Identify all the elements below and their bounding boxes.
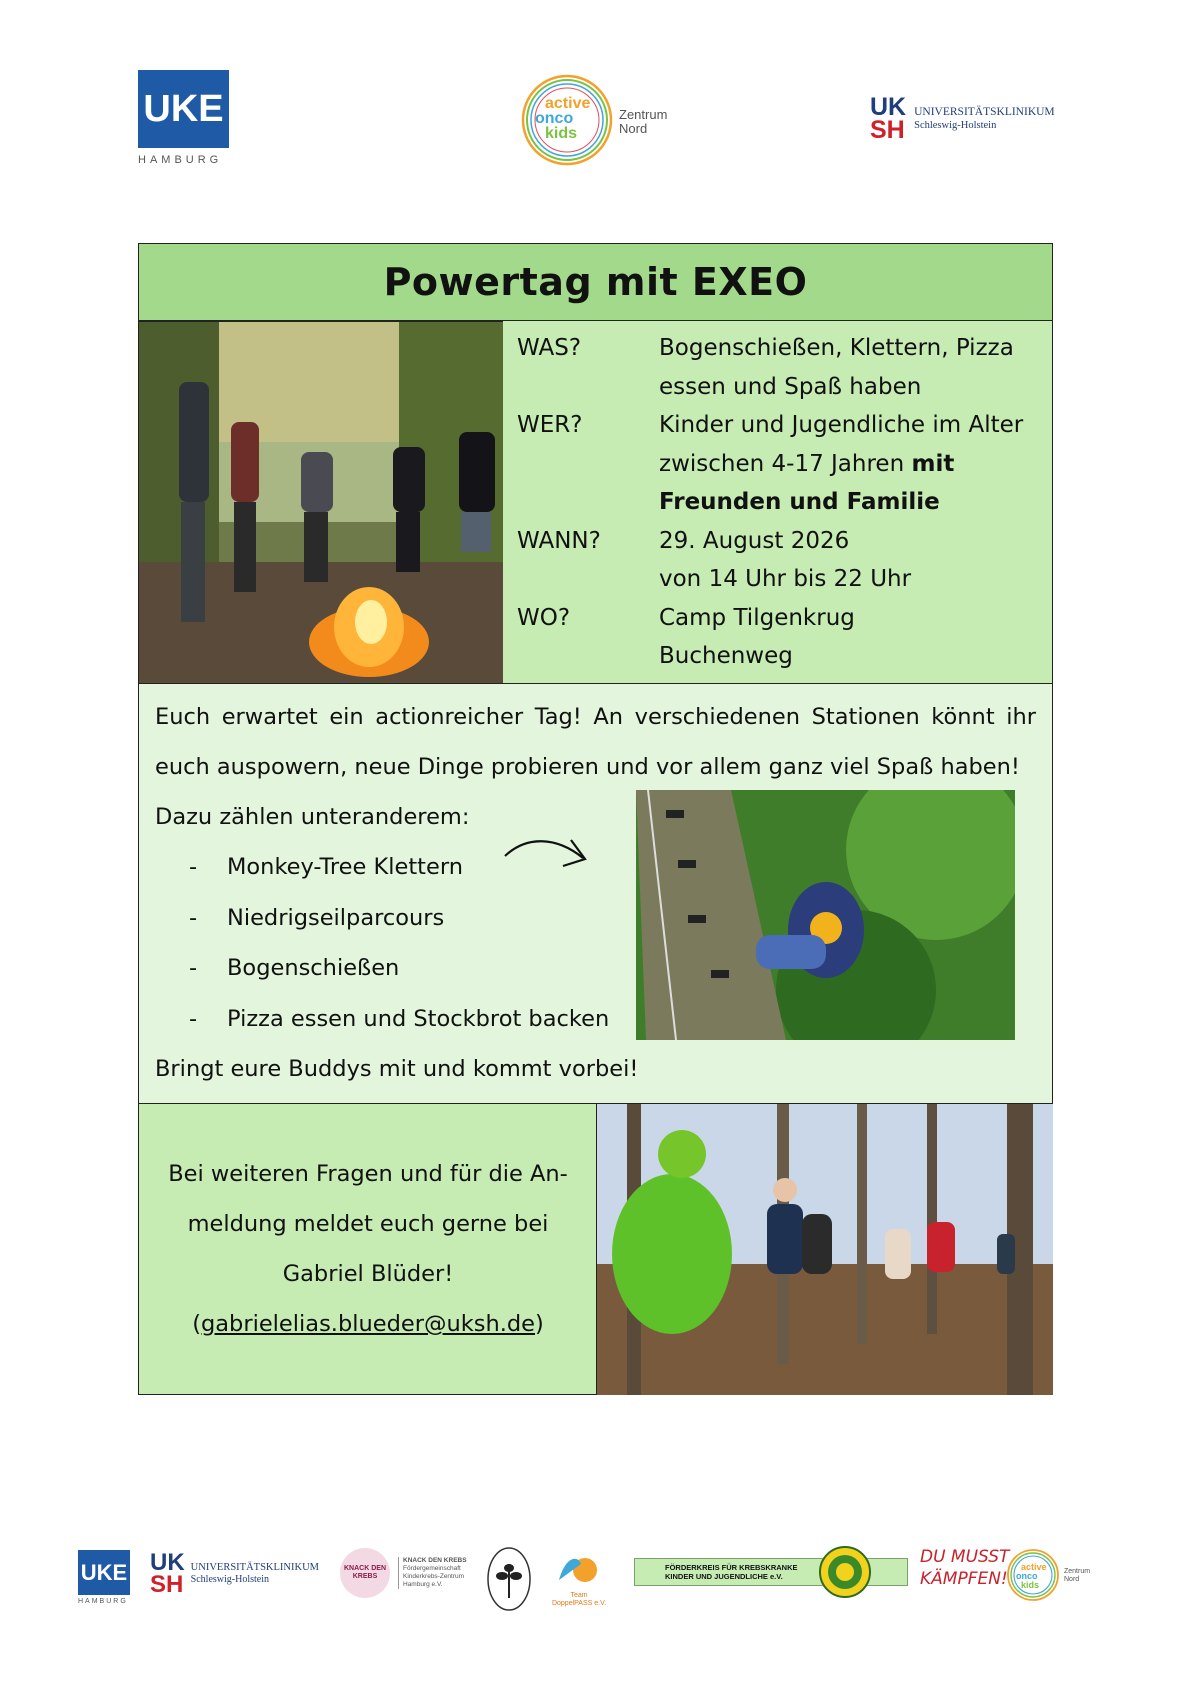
arrow-right-icon [501,832,591,872]
contact-box: Bei weiteren Fragen und für die An- meldung meldet euch gerne bei Gabriel Blüder! (gabrielelias.blueder@uksh.de) [139,1104,597,1394]
footer-uksh-logo: UK SH UNIVERSITÄTSKLINIKUM Schleswig-Holstein [150,1549,319,1598]
logo-zentrum: Zentrum [619,107,668,122]
list-item: - Monkey-Tree Klettern [189,854,463,880]
intro-line1: Euch erwartet ein actionreicher Tag! An verschiedenen Stationen könnt ihr [155,704,1036,730]
wann-label: WANN? [517,527,601,554]
sponsor-logos [78,1536,1118,1616]
info-wann [517,522,1038,599]
campfire-photo [138,321,504,684]
poster-frame [138,243,1053,1395]
footer-foerderkreis-banner: FÖRDERKREIS FÜR KREBSKRANKE KINDER UND JUGENDLICHE e.V. [634,1558,908,1586]
uke-hamburg-logo [138,70,229,166]
logo-word-onco: onco [535,110,574,127]
footer-knack-den-krebs-logo: KNACK DEN KREBS KNACK DEN KREBS Fördergemeinschaft Kinderkrebs-Zentrum Hamburg e.V. [340,1548,467,1598]
logo-word-active: active [545,95,591,112]
contact-line2: meldung meldet euch gerne bei [187,1211,549,1237]
title-bar [139,244,1052,321]
info-wer [517,406,1038,522]
info-wo [517,599,1038,676]
logo-nord: Nord [619,121,648,136]
tree-seal-icon [486,1546,532,1616]
uksh-name: UNIVERSITÄTSKLINIKUM [914,105,1055,118]
wo-label: WO? [517,604,571,631]
email-link[interactable]: gabrielelias.blueder@uksh.de [200,1311,536,1337]
intro-line2: euch auspowern, neue Dinge probieren und vor allem ganz viel Spaß haben! [155,754,1020,780]
uksh-logo [870,93,1055,144]
uksh-mark-top: UK [870,93,907,121]
climbing-photo [636,790,1015,1040]
list-item: - Niedrigseilparcours [189,904,445,931]
footer-uke-logo: UKE HAMBURG [78,1550,130,1605]
wer-label: WER? [517,412,583,438]
foerderkreis-seal-icon [819,1546,871,1598]
poster-title: Powertag mit EXEO [383,260,808,304]
list-heading: Dazu zählen unteranderem: [155,804,470,830]
sun-icon [551,1550,607,1588]
info-box [503,321,1052,684]
contact-line3: Gabriel Blüder! [282,1261,454,1287]
wann-line1: 29. August 2026 [659,527,850,554]
list-item: - Pizza essen und Stockbrot backen [189,1005,610,1032]
uksh-mark-bottom: SH [870,115,905,144]
uke-logo-city: HAMBURG [138,154,223,166]
wann-line2: von 14 Uhr bis 22 Uhr [659,566,912,592]
uksh-region: Schleswig-Holstein [914,119,997,131]
forest-photo [596,1103,1053,1395]
footer-team-doppelpass-logo: Team DoppelPASS e.V. [551,1550,607,1608]
was-label: WAS? [517,335,582,361]
active-onco-kids-logo [519,70,679,170]
list-item: - Bogenschießen [189,955,400,981]
wer-line3: Freunden und Familie [659,489,940,515]
was-line1: Bogenschießen, Klettern, Pizza [659,335,1014,361]
wo-line2: Buchenweg [659,643,793,669]
was-line2: essen und Spaß haben [659,373,922,400]
wer-line2b: mit [911,450,955,477]
wer-line1: Kinder und Jugendliche im Alter [659,412,1024,438]
footer-du-musst-kaempfen-logo: DU MUSST KÄMPFEN! [920,1547,1010,1589]
uke-logo-mark: UKE [138,70,229,148]
info-was [517,329,1038,406]
contact-line1: Bei weiteren Fragen und für die An- [168,1161,568,1187]
wer-line2a: zwischen 4-17 Jahren [659,450,912,477]
wo-line1: Camp Tilgenkrug [659,604,855,631]
footer-active-onco-kids-logo: active onco kids Zentrum Nord [1006,1548,1106,1604]
logo-word-kids: kids [545,125,578,142]
closing-line: Bringt eure Buddys mit und kommt vorbei! [155,1056,639,1082]
description-box [139,684,1052,1104]
